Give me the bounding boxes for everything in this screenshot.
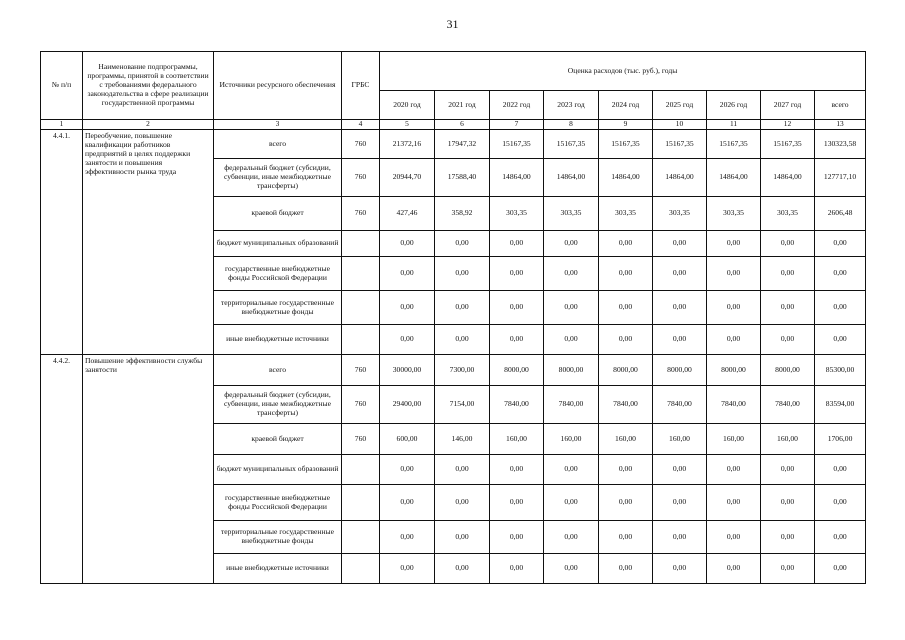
funding-source: всего <box>214 355 342 386</box>
year-value: 0,00 <box>761 554 815 584</box>
year-value: 0,00 <box>490 554 544 584</box>
column-index: 9 <box>599 120 653 130</box>
total-value: 0,00 <box>815 291 866 325</box>
year-value: 17588,40 <box>435 159 490 197</box>
year-value: 0,00 <box>490 521 544 554</box>
year-value: 29400,00 <box>380 386 435 424</box>
year-value: 14864,00 <box>761 159 815 197</box>
page-number: 31 <box>446 17 459 31</box>
header-year: 2025 год <box>653 91 707 120</box>
column-index: 6 <box>435 120 490 130</box>
year-value: 0,00 <box>653 231 707 257</box>
table-row <box>41 355 866 386</box>
header-year: 2023 год <box>544 91 599 120</box>
grbs-code: 760 <box>342 386 380 424</box>
header-year: 2024 год <box>599 91 653 120</box>
year-value: 14864,00 <box>599 159 653 197</box>
year-value: 0,00 <box>761 231 815 257</box>
table-body <box>41 130 866 584</box>
year-value: 8000,00 <box>653 355 707 386</box>
year-value: 0,00 <box>544 521 599 554</box>
year-value: 0,00 <box>653 325 707 355</box>
year-value: 160,00 <box>490 424 544 455</box>
column-index: 2 <box>83 120 214 130</box>
year-value: 0,00 <box>653 257 707 291</box>
header-number: № п/п <box>41 52 83 120</box>
year-value: 0,00 <box>653 521 707 554</box>
year-value: 0,00 <box>490 325 544 355</box>
funding-source: территориальные государственные внебюджетные фонды <box>214 521 342 554</box>
column-index: 4 <box>342 120 380 130</box>
year-value: 8000,00 <box>490 355 544 386</box>
total-value: 0,00 <box>815 455 866 485</box>
header-year: 2021 год <box>435 91 490 120</box>
header-program-name: Наименование подпрограммы, программы, принятой в соответствии с требованиями федерального законодательства в сфере реализации государственной программы <box>83 52 214 120</box>
year-value: 0,00 <box>544 257 599 291</box>
year-value: 0,00 <box>435 521 490 554</box>
year-value: 0,00 <box>599 554 653 584</box>
year-value: 0,00 <box>599 291 653 325</box>
total-value: 0,00 <box>815 521 866 554</box>
year-value: 0,00 <box>435 455 490 485</box>
year-value: 0,00 <box>599 257 653 291</box>
year-value: 0,00 <box>544 554 599 584</box>
section-name: Повышение эффективности службы занятости <box>83 355 214 584</box>
year-value: 0,00 <box>490 231 544 257</box>
year-value: 14864,00 <box>490 159 544 197</box>
year-value: 160,00 <box>599 424 653 455</box>
column-index: 7 <box>490 120 544 130</box>
grbs-code <box>342 521 380 554</box>
grbs-code: 760 <box>342 424 380 455</box>
header-year: 2026 год <box>707 91 761 120</box>
year-value: 8000,00 <box>599 355 653 386</box>
year-value: 14864,00 <box>544 159 599 197</box>
year-value: 0,00 <box>544 325 599 355</box>
year-value: 0,00 <box>435 325 490 355</box>
year-value: 0,00 <box>599 521 653 554</box>
year-value: 146,00 <box>435 424 490 455</box>
column-index: 1 <box>41 120 83 130</box>
year-value: 303,35 <box>544 197 599 231</box>
year-value: 7840,00 <box>761 386 815 424</box>
year-value: 0,00 <box>380 554 435 584</box>
section-code: 4.4.1. <box>41 130 83 355</box>
total-value: 0,00 <box>815 231 866 257</box>
year-value: 0,00 <box>707 485 761 521</box>
year-value: 8000,00 <box>761 355 815 386</box>
year-value: 0,00 <box>380 291 435 325</box>
year-value: 0,00 <box>761 291 815 325</box>
year-value: 0,00 <box>599 485 653 521</box>
year-value: 358,92 <box>435 197 490 231</box>
year-value: 0,00 <box>490 485 544 521</box>
funding-source: иные внебюджетные источники <box>214 554 342 584</box>
grbs-code: 760 <box>342 130 380 159</box>
column-index: 10 <box>653 120 707 130</box>
year-value: 0,00 <box>380 521 435 554</box>
year-value: 303,35 <box>707 197 761 231</box>
year-value: 0,00 <box>761 485 815 521</box>
header-source: Источники ресурсного обеспечения <box>214 52 342 120</box>
year-value: 427,46 <box>380 197 435 231</box>
total-value: 2606,48 <box>815 197 866 231</box>
total-value: 0,00 <box>815 325 866 355</box>
funding-source: бюджет муниципальных образований <box>214 231 342 257</box>
year-value: 8000,00 <box>707 355 761 386</box>
year-value: 30000,00 <box>380 355 435 386</box>
year-value: 160,00 <box>707 424 761 455</box>
funding-source: государственные внебюджетные фонды Российской Федерации <box>214 257 342 291</box>
year-value: 0,00 <box>599 325 653 355</box>
funding-source: краевой бюджет <box>214 197 342 231</box>
funding-source: федеральный бюджет (субсидии, субвенции, иные межбюджетные трансферты) <box>214 159 342 197</box>
year-value: 0,00 <box>707 325 761 355</box>
year-value: 15167,35 <box>707 130 761 159</box>
column-index-row <box>41 120 866 130</box>
year-value: 0,00 <box>435 231 490 257</box>
year-value: 7300,00 <box>435 355 490 386</box>
year-value: 15167,35 <box>599 130 653 159</box>
year-value: 0,00 <box>599 455 653 485</box>
year-value: 303,35 <box>599 197 653 231</box>
grbs-code: 760 <box>342 355 380 386</box>
year-value: 0,00 <box>761 455 815 485</box>
year-value: 15167,35 <box>544 130 599 159</box>
header-estimate: Оценка расходов (тыс. руб.), годы <box>380 52 866 91</box>
year-value: 14864,00 <box>707 159 761 197</box>
expenditure-table <box>40 51 866 584</box>
funding-source: территориальные государственные внебюджетные фонды <box>214 291 342 325</box>
column-index: 11 <box>707 120 761 130</box>
year-value: 8000,00 <box>544 355 599 386</box>
year-value: 0,00 <box>435 485 490 521</box>
total-value: 1706,00 <box>815 424 866 455</box>
year-value: 0,00 <box>435 257 490 291</box>
funding-source: краевой бюджет <box>214 424 342 455</box>
year-value: 0,00 <box>761 325 815 355</box>
year-value: 303,35 <box>653 197 707 231</box>
grbs-code <box>342 325 380 355</box>
year-value: 0,00 <box>653 485 707 521</box>
year-value: 0,00 <box>653 291 707 325</box>
total-value: 0,00 <box>815 485 866 521</box>
year-value: 17947,32 <box>435 130 490 159</box>
funding-source: иные внебюджетные источники <box>214 325 342 355</box>
column-index: 13 <box>815 120 866 130</box>
year-value: 0,00 <box>490 257 544 291</box>
year-value: 0,00 <box>707 231 761 257</box>
year-value: 160,00 <box>653 424 707 455</box>
year-value: 0,00 <box>761 257 815 291</box>
year-value: 7840,00 <box>707 386 761 424</box>
header-year: 2020 год <box>380 91 435 120</box>
year-value: 14864,00 <box>653 159 707 197</box>
year-value: 0,00 <box>707 554 761 584</box>
year-value: 0,00 <box>544 485 599 521</box>
grbs-code <box>342 231 380 257</box>
year-value: 15167,35 <box>653 130 707 159</box>
year-value: 160,00 <box>761 424 815 455</box>
grbs-code: 760 <box>342 159 380 197</box>
year-value: 0,00 <box>380 485 435 521</box>
column-index: 8 <box>544 120 599 130</box>
year-value: 303,35 <box>490 197 544 231</box>
year-value: 0,00 <box>490 455 544 485</box>
year-value: 15167,35 <box>490 130 544 159</box>
total-value: 0,00 <box>815 554 866 584</box>
total-value: 83594,00 <box>815 386 866 424</box>
column-index: 12 <box>761 120 815 130</box>
header-year: 2022 год <box>490 91 544 120</box>
year-value: 0,00 <box>544 231 599 257</box>
total-value: 0,00 <box>815 257 866 291</box>
funding-source: всего <box>214 130 342 159</box>
year-value: 7840,00 <box>653 386 707 424</box>
funding-source: бюджет муниципальных образований <box>214 455 342 485</box>
year-value: 20944,70 <box>380 159 435 197</box>
header-year: всего <box>815 91 866 120</box>
header-grbs: ГРБС <box>342 52 380 120</box>
year-value: 0,00 <box>380 257 435 291</box>
year-value: 7840,00 <box>544 386 599 424</box>
total-value: 130323,58 <box>815 130 866 159</box>
year-value: 0,00 <box>435 554 490 584</box>
column-index: 5 <box>380 120 435 130</box>
year-value: 0,00 <box>707 257 761 291</box>
year-value: 0,00 <box>599 231 653 257</box>
year-value: 600,00 <box>380 424 435 455</box>
year-value: 0,00 <box>490 291 544 325</box>
total-value: 85300,00 <box>815 355 866 386</box>
grbs-code <box>342 257 380 291</box>
table-row <box>41 130 866 159</box>
year-value: 0,00 <box>707 291 761 325</box>
year-value: 0,00 <box>435 291 490 325</box>
year-value: 7840,00 <box>599 386 653 424</box>
section-name: Переобучение, повышение квалификации работников предприятий в целях поддержки занятости и повышения эффективности рынка труда <box>83 130 214 355</box>
grbs-code <box>342 291 380 325</box>
year-value: 7154,00 <box>435 386 490 424</box>
year-value: 160,00 <box>544 424 599 455</box>
year-value: 303,35 <box>761 197 815 231</box>
year-value: 0,00 <box>707 455 761 485</box>
year-value: 0,00 <box>380 231 435 257</box>
header-year: 2027 год <box>761 91 815 120</box>
grbs-code <box>342 455 380 485</box>
section-code: 4.4.2. <box>41 355 83 584</box>
year-value: 0,00 <box>707 521 761 554</box>
funding-source: федеральный бюджет (субсидии, субвенции, иные межбюджетные трансферты) <box>214 386 342 424</box>
year-value: 0,00 <box>544 291 599 325</box>
column-index: 3 <box>214 120 342 130</box>
year-value: 7840,00 <box>490 386 544 424</box>
grbs-code <box>342 485 380 521</box>
year-value: 0,00 <box>761 521 815 554</box>
grbs-code: 760 <box>342 197 380 231</box>
year-value: 21372,16 <box>380 130 435 159</box>
year-value: 15167,35 <box>761 130 815 159</box>
grbs-code <box>342 554 380 584</box>
year-value: 0,00 <box>380 455 435 485</box>
year-value: 0,00 <box>380 325 435 355</box>
year-value: 0,00 <box>653 554 707 584</box>
total-value: 127717,10 <box>815 159 866 197</box>
year-value: 0,00 <box>653 455 707 485</box>
year-value: 0,00 <box>544 455 599 485</box>
funding-source: государственные внебюджетные фонды Российской Федерации <box>214 485 342 521</box>
